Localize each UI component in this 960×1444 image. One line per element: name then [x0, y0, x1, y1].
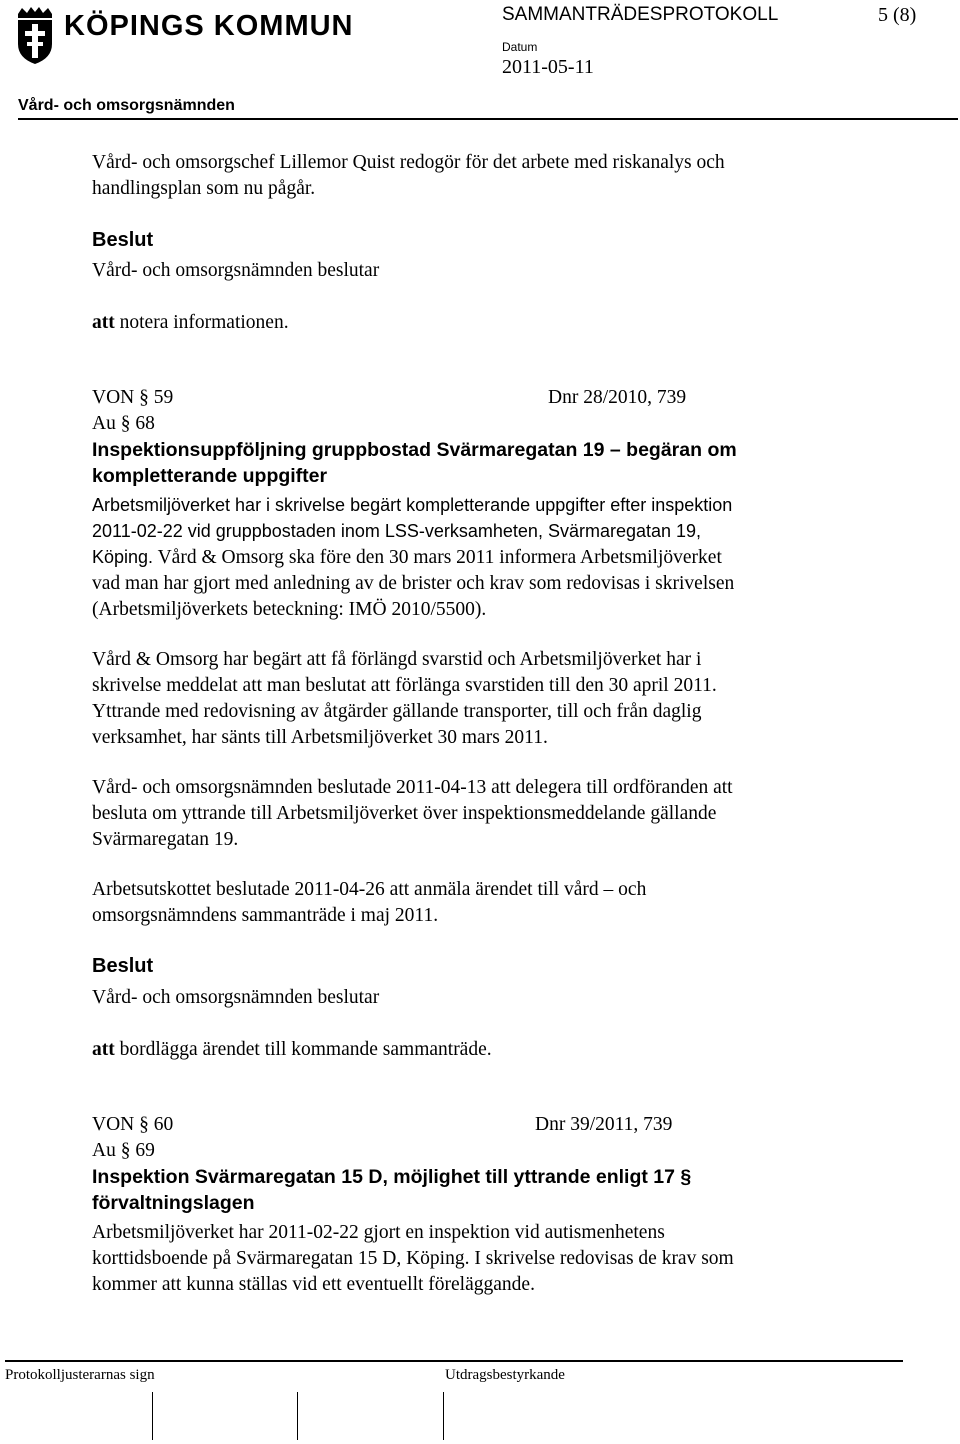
- text-line: omsorgsnämndens sammanträde i maj 2011.: [92, 905, 439, 926]
- decision-line: [92, 1037, 492, 1063]
- paragraph: [92, 877, 646, 929]
- decision-text: notera informationen.: [114, 312, 289, 333]
- beslut-text: Vård- och omsorgsnämnden beslutar: [92, 260, 380, 281]
- text-line: Vård & Omsorg har begärt att få förlängd svarstid och Arbetsmiljöverket har i: [92, 649, 702, 670]
- text-line: verksamhet, har sänts till Arbetsmiljöverket 30 mars 2011.: [92, 727, 548, 748]
- footer-divider: [5, 1360, 903, 1362]
- date-value: 2011-05-11: [502, 56, 594, 78]
- signature-label: Protokolljusterarnas sign: [5, 1367, 155, 1383]
- text-line: Vård- och omsorgsnämnden beslutade 2011-04-13 att delegera till ordföranden att: [92, 777, 733, 798]
- text-line: skrivelse meddelat att man beslutat att förlänga svarstiden till den 30 april 2011.: [92, 675, 717, 696]
- beslut-heading: Beslut: [92, 955, 154, 977]
- org-name: KÖPINGS KOMMUN: [64, 10, 354, 42]
- beslut-heading: Beslut: [92, 229, 154, 251]
- att-keyword: att: [92, 312, 115, 333]
- signature-box-divider: [297, 1392, 298, 1440]
- page-number: 5 (8): [878, 4, 917, 26]
- text-line: 2011-02-22 vid gruppbostaden inom LSS-verksamheten, Svärmaregatan 19,: [92, 520, 702, 541]
- date-label: Datum: [502, 40, 538, 54]
- text-line: Yttrande med redovisning av åtgärder gällande transporter, till och från daglig: [92, 701, 702, 722]
- signature-box-divider: [443, 1392, 444, 1440]
- text-line: Arbetsmiljöverket har 2011-02-22 gjort en inspektion vid autismenhetens: [92, 1222, 665, 1243]
- text-line: kommer att kunna ställas vid ett eventuellt föreläggande.: [92, 1274, 535, 1295]
- decision-line: [92, 310, 289, 336]
- text-line: vad man har gjort med anledning av de brister och krav som redovisas i skrivelsen: [92, 573, 735, 594]
- municipality-logo: [14, 4, 354, 70]
- title-line: Inspektion Svärmaregatan 15 D, möjlighet till yttrande enligt 17 §: [92, 1166, 692, 1188]
- text-fragment: Köping.: [92, 547, 154, 567]
- item-title: [92, 1164, 691, 1216]
- text-line: Vård- och omsorgschef Lillemor Quist redogör för det arbete med riskanalys och: [92, 152, 725, 173]
- signature-box-divider: [152, 1392, 153, 1440]
- text-line: Arbetsutskottet beslutade 2011-04-26 att anmäla ärendet till vård – och: [92, 879, 647, 900]
- beslut-text: Vård- och omsorgsnämnden beslutar: [92, 987, 380, 1008]
- item-body: [92, 1220, 734, 1298]
- header-divider: [18, 118, 958, 120]
- document-type: SAMMANTRÄDESPROTOKOLL: [502, 4, 779, 25]
- coat-of-arms-icon: [14, 4, 56, 66]
- text-line: (Arbetsmiljöverkets beteckning: IMÖ 2010/5500).: [92, 599, 487, 620]
- au-number: Au § 68: [92, 413, 155, 434]
- committee-name: Vård- och omsorgsnämnden: [18, 97, 235, 114]
- paragraph: [92, 775, 733, 853]
- decision-text: bordlägga ärendet till kommande sammanträde.: [114, 1039, 492, 1060]
- item-title: [92, 437, 737, 489]
- diary-number: Dnr 39/2011, 739: [535, 1114, 673, 1135]
- text-line: handlingsplan som nu pågår.: [92, 178, 316, 199]
- text-line: besluta om yttrande till Arbetsmiljöverket över inspektionsmeddelande gällande: [92, 803, 717, 824]
- title-line: förvaltningslagen: [92, 1192, 255, 1214]
- intro-paragraph: [92, 150, 725, 202]
- att-keyword: att: [92, 1039, 115, 1060]
- item-number: VON § 59: [92, 387, 174, 408]
- title-line: Inspektionsuppföljning gruppbostad Svärmaregatan 19 – begäran om: [92, 439, 737, 461]
- title-line: kompletterande uppgifter: [92, 465, 328, 487]
- text-line: Arbetsmiljöverket har i skrivelse begärt kompletterande uppgifter efter inspektion: [92, 495, 733, 515]
- certification-label: Utdragsbestyrkande: [445, 1367, 565, 1383]
- item-body: [92, 493, 732, 544]
- text-line: Svärmaregatan 19.: [92, 829, 239, 850]
- text-line: korttidsboende på Svärmaregatan 15 D, Köping. I skrivelse redovisas de krav som: [92, 1248, 734, 1269]
- text-fragment: Vård & Omsorg ska före den 30 mars 2011 informera Arbetsmiljöverket: [153, 547, 722, 568]
- item-number: VON § 60: [92, 1114, 174, 1135]
- paragraph: [92, 647, 717, 751]
- item-body-continued: [92, 544, 734, 623]
- au-number: Au § 69: [92, 1140, 155, 1161]
- diary-number: Dnr 28/2010, 739: [548, 387, 687, 408]
